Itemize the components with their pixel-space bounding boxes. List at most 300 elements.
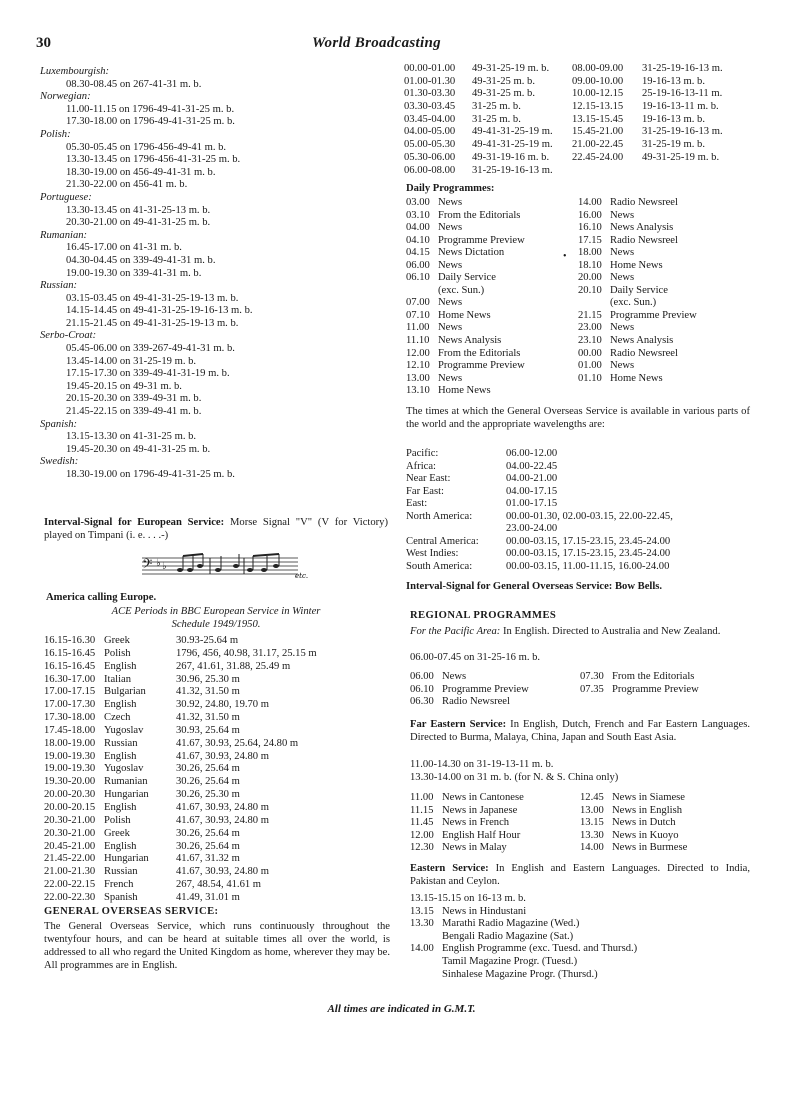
- eastern-intro: [410, 862, 750, 888]
- programme-time: 16.00: [578, 209, 602, 221]
- wl-bands: 49-41-31-25-19 m.: [472, 139, 553, 151]
- schedule-line: 21.15-21.45 on 49-41-31-25-19-13 m. b.: [66, 317, 239, 329]
- page-title: World Broadcasting: [312, 35, 441, 51]
- ace-wavelengths: 41.67, 30.93, 25.64, 24.80 m: [176, 737, 299, 749]
- programme-title: Radio Newsreel: [610, 234, 678, 246]
- schedule-line: 18.30-19.00 on 456-49-41-31 m. b.: [66, 166, 216, 178]
- ace-language: Czech: [104, 712, 131, 724]
- svg-text:♭: ♭: [156, 558, 161, 569]
- programme-title: From the Editorials: [438, 209, 521, 221]
- language-name: Russian:: [40, 280, 78, 292]
- programme-row: [406, 322, 576, 335]
- wl-bands: 31-25-19-16-13 m.: [472, 164, 553, 176]
- wavelength-row: [404, 165, 764, 178]
- programme-time: 01.00: [578, 360, 602, 372]
- language-name: Rumanian:: [40, 229, 88, 241]
- programme-row: [406, 272, 576, 285]
- language-block: [40, 456, 390, 481]
- programme-title: Home News: [438, 385, 491, 397]
- programme-title: News: [438, 197, 463, 208]
- interval-signal-heading: Interval-Signal for European Service:: [44, 517, 225, 528]
- programme-time: 18.10: [578, 259, 602, 271]
- ace-row: [44, 841, 390, 854]
- ace-language: Yugoslav: [104, 763, 144, 775]
- programme-time: 04.15: [406, 247, 430, 259]
- schedule-line: 20.30-21.00 on 49-41-31-25 m. b.: [66, 217, 211, 229]
- gos-text: The General Overseas Service, which runs continuously throughout the twentyfour hours, and can be heard at suitable times all over the world, is addressed to all who regard the United Kingdom as home, wherever they may be. All programmes are in English.: [44, 921, 390, 971]
- language-name: Polish:: [40, 128, 71, 140]
- wl-time: 05.00-05.30: [404, 139, 456, 151]
- eastern-text: In English and Eastern Languages. Directed to India, Pakistan and Ceylon.: [410, 863, 750, 887]
- region-row: [406, 561, 766, 574]
- programme-time: 04.00: [406, 222, 430, 234]
- programme-time: 14.00: [410, 943, 434, 955]
- gos-heading: GENERAL OVERSEAS SERVICE:: [44, 906, 219, 917]
- programme-row: [578, 197, 758, 210]
- programme-time: 12.45: [580, 792, 604, 803]
- programme-row: [410, 671, 580, 684]
- wavelength-row: [404, 152, 764, 165]
- region-name: West Indies:: [406, 548, 459, 559]
- wl-time: 08.00-09.00: [572, 63, 624, 74]
- programme-row: [578, 210, 758, 223]
- programme-time: 13.10: [406, 385, 430, 397]
- fareast-programmes-left: [410, 792, 580, 855]
- ace-wavelengths: 30.26, 25.30 m: [176, 789, 240, 801]
- programme-row: [580, 792, 760, 805]
- ace-time: 20.00-20.15: [44, 801, 96, 813]
- programme-row: [406, 235, 576, 248]
- wl-bands: [642, 165, 752, 178]
- programme-row: [578, 235, 758, 248]
- ace-row: [44, 828, 390, 841]
- programme-row: [578, 247, 758, 260]
- wavelength-row: [404, 126, 764, 139]
- ace-row: [44, 789, 390, 802]
- music-notation: [140, 552, 316, 582]
- ace-language: Russian: [104, 866, 138, 878]
- ace-time: 17.30-18.00: [44, 712, 96, 724]
- programme-time: [410, 931, 442, 944]
- region-times: 04.00-21.00: [506, 473, 558, 484]
- programme-title: News: [438, 297, 463, 309]
- programme-row: [410, 830, 580, 843]
- region-name: Near East:: [406, 473, 451, 484]
- ace-time: 22.00-22.15: [44, 879, 96, 891]
- programme-row: [580, 671, 760, 684]
- pacific-time: 06.00-07.45 on 31-25-16 m. b.: [410, 652, 541, 663]
- ace-row: [44, 725, 390, 738]
- schedule-line: 17.30-18.00 on 1796-49-41-31-25 m. b.: [66, 116, 235, 128]
- wl-time: 10.00-12.15: [572, 88, 624, 100]
- programme-time: 06.00: [406, 259, 430, 271]
- wavelength-row: [404, 76, 764, 89]
- wl-time: 09.00-10.00: [572, 75, 624, 87]
- programme-time: 06.10: [410, 683, 434, 695]
- programme-row: [406, 348, 576, 361]
- region-times: 06.00-12.00: [506, 448, 558, 459]
- programme-time: 12.30: [410, 842, 434, 854]
- ace-language: English: [104, 750, 137, 762]
- wl-bands: 49-31-25 m. b.: [472, 88, 535, 100]
- ace-language: Polish: [104, 647, 131, 659]
- programme-title: (exc. Sun.): [610, 297, 657, 309]
- programme-title: Programme Preview: [442, 683, 529, 695]
- ace-wavelengths: 30.26, 25.64 m: [176, 840, 240, 852]
- ace-subtitle: Schedule 1949/1950.: [171, 619, 261, 630]
- fareast-heading: Far Eastern Service:: [410, 719, 507, 730]
- ace-row: [44, 751, 390, 764]
- schedule-line: 20.15-20.30 on 339-49-31 m. b.: [66, 393, 202, 405]
- region-name: East:: [406, 498, 428, 509]
- ace-time: 22.00-22.30: [44, 891, 96, 903]
- ace-time: 18.00-19.00: [44, 737, 96, 749]
- programme-title: Home News: [438, 309, 491, 321]
- schedule-line: 16.45-17.00 on 41-31 m. b.: [66, 242, 182, 254]
- ace-language: English: [104, 801, 137, 813]
- region-row: [406, 523, 766, 536]
- wavelength-row: [404, 101, 764, 114]
- wl-time: 21.00-22.45: [572, 139, 624, 151]
- ace-row: [44, 802, 390, 815]
- programme-title: News Analysis: [438, 335, 502, 347]
- music-notation-staff: [140, 552, 316, 582]
- programme-row: [578, 360, 758, 373]
- times-text: The times at which the General Overseas Service is available in various parts of the world and the appropriate wavelengths are:: [406, 406, 750, 430]
- wl-bands: 31-25-19-16-13 m.: [642, 63, 723, 74]
- schedule-line: 04.30-04.45 on 339-49-41-31 m. b.: [66, 254, 216, 266]
- schedule-line: 17.15-17.30 on 339-49-41-31-19 m. b.: [66, 368, 230, 380]
- programme-row: [580, 684, 760, 697]
- programme-row: [578, 373, 758, 386]
- programme-time: 13.30: [410, 918, 434, 930]
- pacific-programmes-right: [580, 671, 760, 696]
- fareast-intro: [410, 718, 750, 744]
- programme-title: News: [438, 322, 463, 334]
- pacific-intro: [410, 625, 750, 638]
- programme-row: [410, 817, 580, 830]
- programme-row: [578, 310, 758, 323]
- ace-wavelengths: 41.49, 31.01 m: [176, 891, 240, 903]
- programme-title: Daily Service: [438, 272, 496, 284]
- schedule-line: 08.30-08.45 on 267-41-31 m. b.: [66, 78, 202, 90]
- programme-time: 21.15: [578, 309, 602, 321]
- language-name: Norwegian:: [40, 91, 91, 103]
- region-row: [406, 536, 766, 549]
- programme-row: [578, 222, 758, 235]
- programme-time: 11.15: [410, 804, 434, 816]
- programme-title: Marathi Radio Magazine (Wed.): [442, 918, 580, 930]
- programme-row: [406, 285, 576, 298]
- region-times: 00.00-03.15, 17.15-23.15, 23.45-24.00: [506, 548, 671, 559]
- programme-time: [578, 297, 610, 310]
- wavelength-row: [404, 114, 764, 127]
- programme-title: Home News: [610, 372, 663, 384]
- ace-time: 16.15-16.30: [44, 635, 96, 646]
- ace-row: [44, 674, 390, 687]
- wl-time: 04.00-05.00: [404, 126, 456, 138]
- fareast-time: 11.00-14.30 on 31-19-13-11 m. b.: [410, 759, 554, 770]
- wl-time: 00.00-01.00: [404, 63, 456, 74]
- programme-title: News: [610, 360, 635, 372]
- ace-language: English: [104, 699, 137, 711]
- programme-time: 14.00: [580, 842, 604, 854]
- schedule-line: 21.45-22.15 on 339-49-41 m. b.: [66, 406, 202, 418]
- programme-row: [406, 222, 576, 235]
- ace-language: Greek: [104, 635, 130, 646]
- schedule-line: 03.15-03.45 on 49-41-31-25-19-13 m. b.: [66, 292, 239, 304]
- programme-title: From the Editorials: [612, 671, 695, 682]
- ace-time: 17.00-17.15: [44, 686, 96, 698]
- programme-row: [580, 805, 760, 818]
- programme-time: 07.10: [406, 309, 430, 321]
- wl-time: 03.30-03.45: [404, 101, 456, 113]
- wl-time: 13.15-15.45: [572, 113, 624, 125]
- programme-title: News in Siamese: [612, 792, 685, 803]
- ace-time: 20.00-20.30: [44, 789, 96, 801]
- programme-title: News: [610, 322, 635, 334]
- programme-title: Programme Preview: [438, 360, 525, 372]
- ace-wavelengths: 41.32, 31.50 m: [176, 712, 240, 724]
- programme-time: 14.00: [578, 197, 602, 208]
- ace-language: Italian: [104, 673, 132, 685]
- schedule-line: 05.45-06.00 on 339-267-49-41-31 m. b.: [66, 343, 235, 355]
- gos-signal-heading: Interval-Signal for General Overseas Service:: [406, 581, 613, 592]
- region-times: 01.00-17.15: [506, 498, 558, 509]
- region-name: North America:: [406, 510, 473, 522]
- programme-title: News: [438, 259, 463, 271]
- page-number: 30: [36, 35, 51, 51]
- ace-row: [44, 661, 390, 674]
- programme-time: 06.30: [410, 696, 434, 708]
- wl-bands: 31-25 m. b.: [472, 113, 521, 125]
- ace-time: 21.45-22.00: [44, 853, 96, 865]
- schedule-line: 18.30-19.00 on 1796-49-41-31-25 m. b.: [66, 469, 235, 480]
- ace-row: [44, 853, 390, 866]
- wl-time: 05.30-06.00: [404, 151, 456, 163]
- fareast-text: In English, Dutch, French and Far Eastern Languages. Directed to Burma, Malaya, China, Japan and South East Asia.: [410, 719, 750, 743]
- region-row: [406, 461, 766, 474]
- bullet-mark: •: [563, 251, 567, 262]
- music-etc-label: etc.: [295, 572, 309, 580]
- schedule-line: 11.00-11.15 on 1796-49-41-31-25 m. b.: [66, 103, 235, 115]
- programme-title: News in Burmese: [612, 842, 688, 854]
- programme-title: From the Editorials: [438, 347, 521, 359]
- svg-text:♭: ♭: [162, 561, 167, 572]
- region-name: Pacific:: [406, 448, 439, 459]
- ace-row: [44, 712, 390, 725]
- schedule-line: 05.30-05.45 on 1796-456-49-41 m. b.: [66, 141, 227, 153]
- language-name: Spanish:: [40, 418, 78, 430]
- eastern-heading: Eastern Service:: [410, 863, 489, 874]
- programme-time: 01.10: [578, 372, 602, 384]
- programme-title: English Programme (exc. Tuesd. and Thursd.): [442, 943, 638, 955]
- programme-row: [410, 956, 760, 969]
- programme-time: 13.15: [580, 817, 604, 829]
- wl-time: 12.15-13.15: [572, 101, 624, 113]
- language-name: Portuguese:: [40, 191, 92, 203]
- region-times: 00.00-03.15, 17.15-23.15, 23.45-24.00: [506, 535, 671, 547]
- programme-time: 23.10: [578, 335, 602, 347]
- schedule-line: 19.45-20.30 on 49-41-31-25 m. b.: [66, 443, 211, 455]
- programme-title: Tamil Magazine Progr. (Tuesd.): [442, 955, 578, 967]
- ace-row: [44, 866, 390, 879]
- language-block: [40, 129, 390, 192]
- programme-title: News: [610, 272, 635, 284]
- region-row: [406, 448, 766, 461]
- programme-title: News Analysis: [610, 222, 674, 234]
- schedule-line: 13.15-13.30 on 41-31-25 m. b.: [66, 431, 197, 443]
- interval-signal-text: Morse Signal "V" (V for Victory) played on Timpani (i. e. . . .-): [44, 517, 388, 541]
- programme-title: News: [438, 222, 463, 234]
- ace-wavelengths: 267, 41.61, 31.88, 25.49 m: [176, 660, 291, 672]
- language-block: [40, 419, 390, 457]
- language-name: Swedish:: [40, 456, 79, 468]
- programme-title: News: [438, 372, 463, 384]
- programme-time: 23.00: [578, 322, 602, 334]
- programme-time: 12.10: [406, 360, 430, 372]
- wl-bands: 25-19-16-13-11 m.: [642, 88, 723, 100]
- ace-language: Russian: [104, 737, 138, 749]
- ace-language: English: [104, 660, 137, 672]
- programme-row: [406, 210, 576, 223]
- programme-title: News Dictation: [438, 247, 505, 259]
- programme-time: 00.00: [578, 347, 602, 359]
- programme-row: [410, 943, 760, 956]
- region-times: 04.00-22.45: [506, 460, 558, 472]
- region-name: South America:: [406, 560, 473, 572]
- programme-row: [578, 260, 758, 273]
- programme-title: News in Japanese: [442, 804, 518, 816]
- wl-time: 22.45-24.00: [572, 151, 624, 163]
- programme-row: [410, 696, 580, 709]
- programme-time: [410, 956, 442, 969]
- programme-time: 06.10: [406, 272, 430, 284]
- programme-row: [580, 817, 760, 830]
- programme-title: Sinhalese Magazine Progr. (Thursd.): [442, 968, 598, 980]
- wl-time: 06.00-08.00: [404, 164, 456, 176]
- programme-row: [410, 684, 580, 697]
- programme-title: News Analysis: [610, 335, 674, 347]
- programme-row: [410, 792, 580, 805]
- programme-row: [410, 805, 580, 818]
- region-name: [406, 523, 506, 536]
- eastern-schedule: [410, 893, 760, 981]
- programme-time: 04.10: [406, 234, 430, 246]
- programme-title: English Half Hour: [442, 829, 521, 841]
- ace-title: ACE Periods in BBC European Service in Winter: [111, 606, 321, 617]
- programme-title: (exc. Sun.): [438, 284, 485, 296]
- programme-title: Daily Service: [610, 284, 668, 296]
- ace-time: 17.00-17.30: [44, 699, 96, 711]
- programme-time: 13.30: [580, 829, 604, 841]
- ace-wavelengths: 41.67, 30.93, 24.80 m: [176, 866, 269, 878]
- ace-wavelengths: 30.26, 25.64 m: [176, 776, 240, 788]
- ace-wavelengths: 41.67, 30.93, 24.80 m: [176, 750, 269, 762]
- schedule-line: 19.00-19.30 on 339-41-31 m. b.: [66, 267, 202, 279]
- region-name: Central America:: [406, 535, 479, 547]
- programme-row: [410, 893, 760, 906]
- wl-bands: 49-41-31-25-19 m.: [472, 126, 553, 138]
- ace-table: [44, 635, 390, 905]
- programme-title: News in Kuoyo: [612, 829, 679, 841]
- programme-time: 12.00: [406, 347, 430, 359]
- schedule-line: 19.45-20.15 on 49-31 m. b.: [66, 380, 182, 392]
- programme-title: Programme Preview: [612, 683, 699, 695]
- programme-time: 13.15: [410, 905, 434, 917]
- language-block: [40, 330, 390, 418]
- ace-wavelengths: 30.92, 24.80, 19.70 m: [176, 699, 269, 711]
- ace-wavelengths: 30.96, 25.30 m: [176, 673, 240, 685]
- ace-wavelengths: 267, 48.54, 41.61 m: [176, 879, 262, 891]
- programme-time: 16.10: [578, 222, 602, 234]
- ace-language: Rumanian: [104, 776, 148, 788]
- ace-language: Spanish: [104, 891, 138, 903]
- programme-row: [406, 373, 576, 386]
- programme-title: Programme Preview: [610, 309, 697, 321]
- ace-language: Bulgarian: [104, 686, 146, 698]
- fareast-time: 13.30-14.00 on 31 m. b. (for N. & S. China only): [410, 772, 619, 783]
- wl-time: 03.45-04.00: [404, 113, 456, 125]
- ace-language: Polish: [104, 814, 131, 826]
- region-row: [406, 473, 766, 486]
- region-row: [406, 486, 766, 499]
- wl-bands: 31-25-19 m. b.: [642, 139, 705, 151]
- ace-row: [44, 879, 390, 892]
- wavelength-row: [404, 88, 764, 101]
- ace-row: [44, 892, 390, 905]
- ace-time: 20.45-21.00: [44, 840, 96, 852]
- wl-time: 15.45-21.00: [572, 126, 624, 138]
- ace-wavelengths: 30.93-25.64 m: [176, 635, 239, 646]
- wl-time: 01.30-03.30: [404, 88, 456, 100]
- programme-title: Radio Newsreel: [610, 347, 678, 359]
- programme-time: 11.45: [410, 817, 434, 829]
- programme-time: [410, 969, 442, 982]
- programme-title: News in Cantonese: [442, 792, 524, 803]
- region-row: [406, 511, 766, 524]
- pacific-label: For the Pacific Area:: [410, 626, 501, 637]
- programme-time: 07.30: [580, 671, 604, 682]
- ace-row: [44, 776, 390, 789]
- ace-time: 16.15-16.45: [44, 660, 96, 672]
- language-name: Serbo-Croat:: [40, 330, 97, 342]
- wl-bands: 49-31-25 m. b.: [472, 75, 535, 87]
- programme-time: 06.00: [410, 671, 434, 682]
- wl-bands: 49-31-25-19 m. b.: [472, 63, 550, 74]
- schedule-line: 14.15-14.45 on 49-41-31-25-19-16-13 m. b.: [66, 305, 253, 317]
- programme-title: News in Malay: [442, 842, 507, 854]
- wavelength-row: [404, 139, 764, 152]
- daily-programmes-left: [406, 197, 576, 398]
- wl-bands: 19-16-13-11 m. b.: [642, 101, 719, 113]
- regions-table: [406, 448, 766, 573]
- ace-row: [44, 738, 390, 751]
- ace-wavelengths: 30.26, 25.64 m: [176, 827, 240, 839]
- ace-time: 19.00-19.30: [44, 763, 96, 775]
- ace-language: Hungarian: [104, 789, 149, 801]
- programme-row: [578, 285, 758, 298]
- region-times: 00.00-01.30, 02.00-03.15, 22.00-22.45,: [506, 510, 673, 522]
- programme-row: [580, 830, 760, 843]
- ace-time: 20.30-21.00: [44, 814, 96, 826]
- programme-time: 20.00: [578, 272, 602, 284]
- programme-time: 13.00: [580, 804, 604, 816]
- programme-title: Home News: [610, 259, 663, 271]
- programme-time: 11.00: [406, 322, 430, 334]
- region-times: 23.00-24.00: [506, 523, 558, 534]
- programme-time: 11.00: [410, 792, 434, 803]
